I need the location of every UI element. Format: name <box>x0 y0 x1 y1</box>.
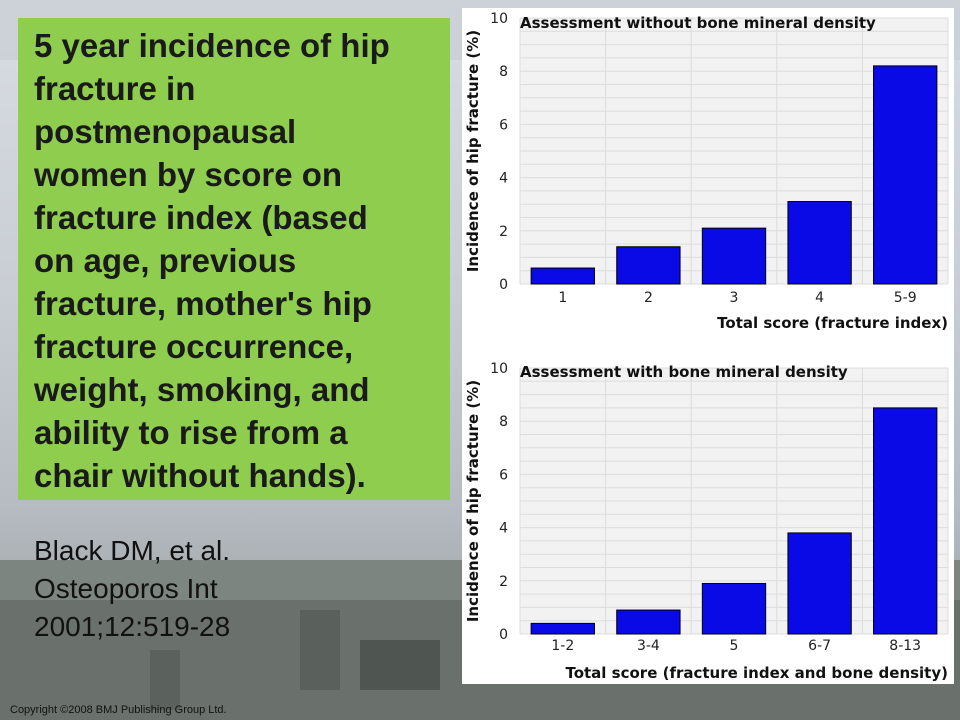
y-tick-label: 0 <box>499 277 508 293</box>
x-tick-label: 1-2 <box>551 638 575 654</box>
y-tick-label: 6 <box>499 467 508 484</box>
bar <box>788 533 851 634</box>
bar <box>702 228 765 284</box>
bar <box>531 268 594 284</box>
title-line: fracture in <box>34 70 196 107</box>
chart-panel <box>462 8 954 684</box>
bar <box>702 583 765 634</box>
chart-title: Assessment without bone mineral density <box>520 14 876 32</box>
x-tick-label: 2 <box>643 290 653 306</box>
bar <box>531 623 594 634</box>
y-tick-label: 0 <box>499 627 508 643</box>
y-tick-label: 10 <box>490 361 508 377</box>
y-tick-label: 4 <box>499 170 508 187</box>
title-line: weight, smoking, and <box>34 371 370 408</box>
y-tick-label: 2 <box>499 223 508 240</box>
y-axis-label: Incidence of hip fracture (%) <box>464 379 482 623</box>
title-line: ability to rise from a <box>34 414 348 451</box>
title-line: 5 year incidence of hip <box>34 27 390 64</box>
title-line: postmenopausal <box>34 113 297 150</box>
x-tick-label: 4 <box>815 290 825 306</box>
bar <box>617 610 680 634</box>
x-tick-label: 5-9 <box>893 290 917 306</box>
citation-author: Black DM, et al. <box>34 535 231 566</box>
y-tick-label: 10 <box>490 11 508 27</box>
x-tick-label: 5 <box>729 638 739 654</box>
x-tick-label: 6-7 <box>808 638 832 654</box>
copyright-notice: Copyright ©2008 BMJ Publishing Group Ltd. <box>10 704 227 716</box>
citation <box>34 532 434 646</box>
title-line: fracture occurrence, <box>34 328 354 365</box>
title-line: fracture index (based <box>34 199 368 236</box>
title-line: women by score on <box>34 156 343 193</box>
y-tick-label: 6 <box>499 117 508 134</box>
x-axis-label: Total score (fracture index) <box>717 314 948 332</box>
y-tick-label: 8 <box>499 64 508 81</box>
title-line: on age, previous <box>34 242 297 279</box>
bar <box>788 202 851 284</box>
bar <box>874 66 937 284</box>
charts-svg <box>462 8 954 684</box>
citation-journal: Osteoporos Int <box>34 573 218 604</box>
x-tick-label: 1 <box>558 290 568 306</box>
citation-volume: 2001;12:519-28 <box>34 611 231 642</box>
chart-title: Assessment with bone mineral density <box>520 363 848 381</box>
y-axis-label: Incidence of hip fracture (%) <box>464 29 482 273</box>
title-line: chair without hands). <box>34 457 366 494</box>
x-tick-label: 3 <box>729 290 739 306</box>
title-box <box>18 18 450 500</box>
x-tick-label: 3-4 <box>636 638 660 654</box>
bar <box>617 247 680 284</box>
y-tick-label: 8 <box>499 414 508 431</box>
y-tick-label: 4 <box>499 520 508 537</box>
title-line: fracture, mother's hip <box>34 285 372 322</box>
x-tick-label: 8-13 <box>889 638 922 654</box>
x-axis-label: Total score (fracture index and bone density) <box>565 664 948 682</box>
bar <box>874 408 937 634</box>
y-tick-label: 2 <box>499 573 508 590</box>
